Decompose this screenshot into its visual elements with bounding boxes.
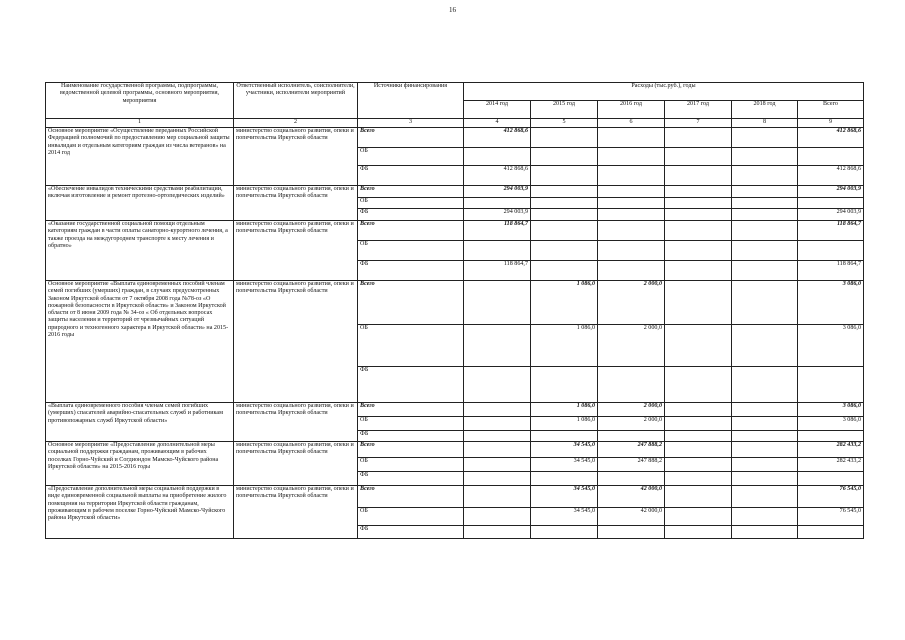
program-description: Основное мероприятие «Осуществление переданных Российской Федерацией полномочий по предоставлению мер социальной защиты инвалидам и отдельным категориям граждан из числа ветеранов» на 2014 год (46, 128, 234, 186)
total-value: 3 086,0 (798, 403, 864, 417)
header-year: 2018 год (732, 101, 798, 119)
header-year: 2014 год (464, 101, 531, 119)
funding-source: ФБ (358, 472, 464, 486)
table-row (46, 186, 864, 198)
funding-source: ФБ (358, 431, 464, 442)
year-value: 34 545,0 (531, 486, 598, 508)
year-value (665, 281, 732, 325)
header-year: 2017 год (665, 101, 732, 119)
year-value (665, 241, 732, 261)
funding-source: ФБ (358, 367, 464, 403)
year-value (531, 209, 598, 221)
program-description: «Выплата единовременного пособия членам семей погибших (умерших) спасателей аварийно-спасательных служб и работникам противопожарных служб Иркутской области» (46, 403, 234, 442)
year-value (665, 186, 732, 198)
year-value (732, 508, 798, 526)
year-value (598, 241, 665, 261)
funding-source: Всего (358, 403, 464, 417)
year-value: 2 000,0 (598, 325, 665, 367)
total-value (798, 431, 864, 442)
year-value (464, 367, 531, 403)
year-value (598, 221, 665, 241)
total-value: 118 864,7 (798, 221, 864, 241)
year-value: 1 086,0 (531, 417, 598, 431)
year-value: 1 086,0 (531, 403, 598, 417)
funding-source: ФБ (358, 209, 464, 221)
table-row (46, 403, 864, 417)
year-value (665, 325, 732, 367)
year-value (598, 367, 665, 403)
year-value (464, 198, 531, 209)
year-value (665, 442, 732, 458)
year-value (665, 367, 732, 403)
year-value: 1 086,0 (531, 281, 598, 325)
year-value: 34 545,0 (531, 458, 598, 472)
year-value (732, 431, 798, 442)
year-value (732, 281, 798, 325)
column-number: 6 (598, 119, 665, 128)
total-value: 118 864,7 (798, 261, 864, 281)
year-value: 2 000,0 (598, 417, 665, 431)
responsible-executor: министерство социального развития, опеки и попечительства Иркутской области (234, 221, 358, 281)
funding-source: ФБ (358, 166, 464, 186)
responsible-executor: министерство социального развития, опеки и попечительства Иркутской области (234, 128, 358, 186)
funding-source: ОБ (358, 458, 464, 472)
year-value (732, 325, 798, 367)
responsible-executor: министерство социального развития, опеки и попечительства Иркутской области (234, 186, 358, 221)
table-row (46, 486, 864, 508)
program-description: «Оказание государственной социальной помощи отдельным категориям граждан в части оплаты санаторно-курортного лечения, а также проезда на междугороднем транспорте к месту лечения и обратно» (46, 221, 234, 281)
year-value (598, 261, 665, 281)
funding-source: ОБ (358, 508, 464, 526)
total-value: 3 086,0 (798, 417, 864, 431)
year-value (665, 486, 732, 508)
funding-source: ОБ (358, 417, 464, 431)
total-value: 3 086,0 (798, 325, 864, 367)
year-value (464, 431, 531, 442)
funding-source: ОБ (358, 241, 464, 261)
total-value (798, 148, 864, 166)
table-row (46, 128, 864, 148)
year-value (732, 367, 798, 403)
funding-source: ОБ (358, 148, 464, 166)
program-description: Основное мероприятие «Предоставление дополнительной меры социальной поддержки гражданам, проживающим в рабочих поселках Горно-Чуйский и Согдиондон Мамско-Чуйского района Иркутской области» на 2015-2016 годы (46, 442, 234, 486)
column-number: 4 (464, 119, 531, 128)
header-year: 2016 год (598, 101, 665, 119)
year-value (531, 431, 598, 442)
table-row (46, 221, 864, 241)
header-expenses: Расходы (тыс.руб.), годы (464, 83, 864, 101)
total-value: 76 545,0 (798, 508, 864, 526)
year-value (665, 508, 732, 526)
year-value (531, 221, 598, 241)
year-value: 247 888,2 (598, 442, 665, 458)
total-value: 412 868,6 (798, 128, 864, 148)
year-value: 294 003,9 (464, 186, 531, 198)
year-value (531, 241, 598, 261)
year-value (732, 403, 798, 417)
table-row (46, 281, 864, 325)
year-value: 1 086,0 (531, 325, 598, 367)
year-value (732, 148, 798, 166)
year-value: 294 003,9 (464, 209, 531, 221)
year-value (531, 166, 598, 186)
year-value (531, 148, 598, 166)
year-value (531, 198, 598, 209)
page-number: 16 (449, 6, 456, 14)
column-number: 9 (798, 119, 864, 128)
year-value (598, 472, 665, 486)
program-description: Основное мероприятие «Выплата единовременных пособий членам семей погибших (умерших) граждан, в случаях предусмотренных Законом Иркутской области от 7 октября 2008 года №78-оз «О пожарной безопасности в Иркутской области» и Законом Иркутской области от 8 июня 2009 года № 34-оз « Об отдельных вопросах защиты населения и территорий от чрезвычайных ситуаций природного и техногенного характера в Иркутской области» на 2015-2016 годы (46, 281, 234, 403)
year-value (531, 186, 598, 198)
year-value (598, 198, 665, 209)
year-value: 118 864,7 (464, 261, 531, 281)
program-description: «Предоставление дополнительной меры социальной поддержки в виде единовременной социальной выплаты на приобретение жилого помещения на территории Иркутской области гражданам, проживающим в рабочем поселке Горно-Чуйский Мамско-Чуйского района Иркутской области» (46, 486, 234, 539)
year-value: 42 000,0 (598, 486, 665, 508)
responsible-executor: министерство социального развития, опеки и попечительства Иркутской области (234, 442, 358, 486)
year-value (464, 508, 531, 526)
year-value (598, 166, 665, 186)
year-value (531, 261, 598, 281)
year-value (732, 417, 798, 431)
year-value (464, 148, 531, 166)
responsible-executor: министерство социального развития, опеки и попечительства Иркутской области (234, 486, 358, 539)
year-value (665, 209, 732, 221)
year-value (531, 367, 598, 403)
year-value (598, 526, 665, 539)
year-value (665, 261, 732, 281)
year-value (665, 526, 732, 539)
funding-source: Всего (358, 128, 464, 148)
total-value (798, 367, 864, 403)
year-value (598, 148, 665, 166)
program-description: «Обеспечение инвалидов техническими средствами реабилитации, включая изготовление и ремонт протезно-ортопедических изделий» (46, 186, 234, 221)
total-value (798, 526, 864, 539)
responsible-executor: министерство социального развития, опеки и попечительства Иркутской области (234, 281, 358, 403)
year-value (732, 486, 798, 508)
year-value (464, 472, 531, 486)
year-value (464, 486, 531, 508)
year-value (732, 458, 798, 472)
funding-source: ФБ (358, 261, 464, 281)
year-value: 412 868,6 (464, 166, 531, 186)
year-value (665, 198, 732, 209)
total-value: 3 086,0 (798, 281, 864, 325)
year-value (665, 128, 732, 148)
year-value (464, 442, 531, 458)
column-number: 7 (665, 119, 732, 128)
year-value (665, 166, 732, 186)
column-number: 5 (531, 119, 598, 128)
year-value: 42 000,0 (598, 508, 665, 526)
total-value (798, 198, 864, 209)
header-total: Всего (798, 101, 864, 119)
funding-source: Всего (358, 442, 464, 458)
year-value: 34 545,0 (531, 508, 598, 526)
year-value (732, 241, 798, 261)
year-value: 2 000,0 (598, 403, 665, 417)
year-value: 118 864,7 (464, 221, 531, 241)
column-number: 1 (46, 119, 234, 128)
funding-source: ФБ (358, 526, 464, 539)
year-value (732, 526, 798, 539)
year-value (665, 472, 732, 486)
year-value (464, 281, 531, 325)
header-name: Наименование государственной программы, подпрограммы, ведомственной целевой программы, основного мероприятия, мероприятия (46, 83, 234, 119)
year-value (464, 458, 531, 472)
year-value (598, 186, 665, 198)
column-number: 2 (234, 119, 358, 128)
responsible-executor: министерство социального развития, опеки и попечительства Иркутской области (234, 403, 358, 442)
budget-table (45, 82, 864, 539)
header-executor: Ответственный исполнитель, соисполнители, участники, исполнители мероприятий (234, 83, 358, 119)
funding-source: Всего (358, 186, 464, 198)
year-value (464, 526, 531, 539)
year-value (732, 166, 798, 186)
total-value: 76 545,0 (798, 486, 864, 508)
column-number: 3 (358, 119, 464, 128)
year-value: 412 868,6 (464, 128, 531, 148)
total-value: 282 433,2 (798, 458, 864, 472)
funding-source: ОБ (358, 325, 464, 367)
year-value (732, 198, 798, 209)
total-value: 282 433,2 (798, 442, 864, 458)
year-value (732, 442, 798, 458)
year-value (464, 403, 531, 417)
year-value (732, 128, 798, 148)
year-value (732, 186, 798, 198)
budget-table-body (46, 128, 864, 539)
year-value (464, 241, 531, 261)
funding-source: Всего (358, 486, 464, 508)
year-value (665, 458, 732, 472)
year-value: 247 888,2 (598, 458, 665, 472)
year-value (732, 472, 798, 486)
year-value (732, 221, 798, 241)
funding-source: ОБ (358, 198, 464, 209)
year-value (665, 431, 732, 442)
funding-source: Всего (358, 221, 464, 241)
header-year: 2015 год (531, 101, 598, 119)
column-number: 8 (732, 119, 798, 128)
total-value: 294 003,9 (798, 186, 864, 198)
year-value (665, 221, 732, 241)
total-value (798, 472, 864, 486)
year-value (598, 128, 665, 148)
header-source: Источники финансирования (358, 83, 464, 119)
year-value (732, 209, 798, 221)
year-value (598, 431, 665, 442)
year-value (665, 403, 732, 417)
funding-source: Всего (358, 281, 464, 325)
year-value (598, 209, 665, 221)
year-value (531, 526, 598, 539)
year-value (464, 417, 531, 431)
year-value (665, 148, 732, 166)
year-value (732, 261, 798, 281)
total-value: 412 868,6 (798, 166, 864, 186)
year-value (531, 128, 598, 148)
year-value: 34 545,0 (531, 442, 598, 458)
year-value (531, 472, 598, 486)
year-value: 2 000,0 (598, 281, 665, 325)
table-row (46, 442, 864, 458)
year-value (464, 325, 531, 367)
total-value (798, 241, 864, 261)
total-value: 294 003,9 (798, 209, 864, 221)
year-value (665, 417, 732, 431)
